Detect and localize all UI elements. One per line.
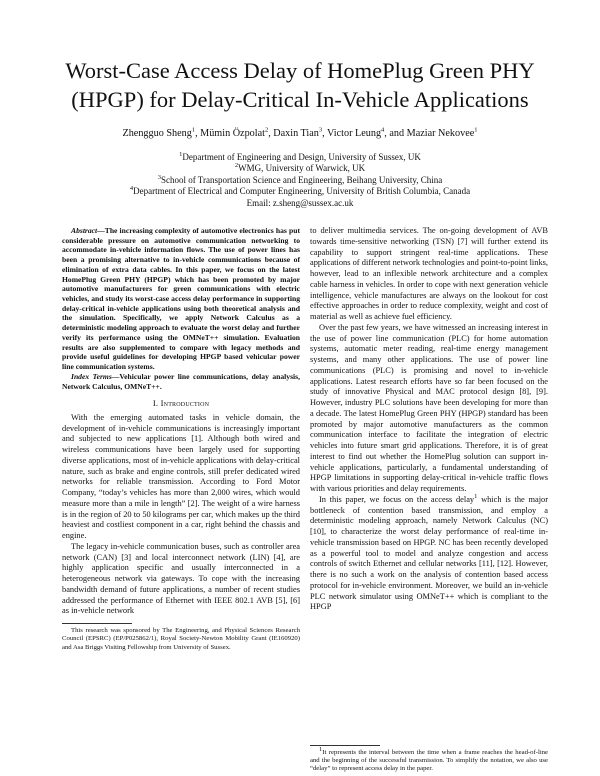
author-2: Mümin Özpolat$^2$ (200, 126, 269, 139)
affiliation-3: $^3$School of Transportation Science and Engineering, Beihang University, China (157, 173, 443, 185)
intro-paragraph-1: With the emerging automated tasks in vehicle domain, the development of in-vehicle communications is increasingly important and subjected to new applications [1]. Although both wired and wireless communications have been largely used for supporting diverse applications, most of in-vehicle applications with delay-critical nature, such as brake and engine controls, still prefer dedicated wired networks for reliable transmission. According to Ford Motor Company, “today’s vehicles has more than 2,000 wires, which would measure more than a mile in length” [2]. The weight of a wire harness is in the region of 20 to 50 kilograms per car, which makes up the third heaviest and costliest component in a car, right behind the chassis and engine. (62, 412, 300, 541)
access-delay-footnote: $^1$It represents the interval between the time when a frame reaches the head-of-line and the beginning of the successful transmission. To simplify the notation, we also use “delay” to represent access delay in the paper. (310, 745, 548, 773)
index-terms-label: Index Terms (71, 371, 112, 381)
funding-footnote: This research was sponsored by The Engineering, and Physical Sciences Research Council (EPSRC) (EP/P025862/1), Royal Society-Newton Mobility Grant (IE160920) and Asa Briggs Visiting Fellowship from University of Sussex. (62, 627, 300, 651)
intro-paragraph-5: In this paper, we focus on the access delay$^1$ which is the major bottleneck of contention based transmission, and employ a deterministic modeling approach, namely Network Calculus (NC) [10], to characterize the worst delay performance of real-time in-vehicle transmission based on HPGP. NC has been recently developed as a powerful tool to model and analyze congestion and access controls of switch Ethernet and cellular networks [11], [12]. However, there is no such a work on the analysis of contention based access protocol for in-vehicle environment. Moreover, we build an in-vehicle PLC network simulator using OMNeT++ which is compliant to the HPGP (310, 492, 548, 612)
author-3: Daxin Tian$^3$ (273, 126, 323, 139)
author-1: Zhengguo Sheng$^1$ (122, 126, 196, 139)
footnote-ref: 1 (474, 492, 478, 500)
intro-paragraph-4: Over the past few years, we have witnessed an increasing interest in the use of power line communication (PLC) for home automation systems, automatic meter reading, real-time energy management systems, and many other applications. The use of power line communications (PLC) is promising and novel to in-vehicle applications. Latest research efforts have so far been focused on the study of innovative Physical and MAC protocol design [8], [9]. However, industry PLC solutions have been developing for more than a decade. The latest HomePlug Green PHY (HPGP) standard has been promoted by major automotive manufacturers as the common communication interface to facilitate the integration of electric vehicles into future smart grid applications. Therefore, it is of great interest to find out whether the HomePlug solution can support in-vehicle applications, particularly, a fundamental understanding of HPGP limitations in supporting delay-critical in-vehicle traffic flows with various priorities and delay requirements. (310, 322, 548, 493)
author-list: Zhengguo Sheng$^1$, Mümin Özpolat$^2$, Daxin Tian$^3$, Victor Leung$^4$, and Maziar Nekovee$^1$ (122, 126, 478, 139)
affiliation-list (30, 152, 570, 209)
author-5: Maziar Nekovee$^1$ (406, 126, 478, 139)
left-column (62, 226, 300, 652)
affiliation-1: $^1$Department of Engineering and Design, University of Sussex, UK (179, 151, 421, 162)
contact-email: Email: z.sheng@sussex.ac.uk (246, 197, 354, 208)
affiliation-2: $^2$WMG, University of Warwick, UK (234, 162, 366, 174)
section-heading-introduction: I. Introduction (152, 398, 210, 409)
intro-paragraph-2: The legacy in-vehicle communication buses, such as controller area network (CAN) [3] and local interconnect network (LIN) [4], are highly application specific and usually interconnected in a heterogeneous network via gateways. To cope with the increasing bandwidth demand of future applications, a number of recent studies addressed the performance of Ethernet with IEEE 802.1 AVB [5], [6] as in-vehicle network (62, 541, 300, 616)
intro-paragraph-3: to deliver multimedia services. The on-going development of AVB towards time-sensitive networking (TSN) [7] will further extend its capability to support stringent real-time applications. These applications of different network technologies and point-to-point links, however, lead to an inflexible network architecture and a complex cable harness in vehicles. In order to cope with next generation vehicle intelligence, vehicle manufactures are always on the lookout for cost effective approaches in order to reduce complexity, weight and cost of material as well as achieve fuel efficiency. (310, 226, 548, 321)
index-terms: Index Terms—Vehicular power line communications, delay analysis, Network Calculus, OMNeT++. (62, 371, 301, 391)
affiliation-4: $^4$Department of Electrical and Computer Engineering, University of British Columbia, Canada (129, 185, 471, 197)
abstract-label: Abstract (71, 226, 98, 235)
author-4: Victor Leung$^4$ (327, 126, 385, 139)
footnote-divider (62, 623, 132, 624)
right-footnote-block (310, 739, 548, 774)
abstract: Abstract—The increasing complexity of automotive electronics has put considerable pressure on automotive communication networking to accommodate in-vehicle information flows. The use of power lines has been a promising alternative to in-vehicle communications because of elimination of extra data cables. In this paper, we focus on the latest HomePlug Green PHY (HPGP) which has been promoted by major automotive manufacturers for green communications with electric vehicles, and study its worst-case access delay performance in supporting delay-critical in-vehicle applications using both theoretical analysis and the simulation. Specifically, we apply Network Calculus as a deterministic modeling approach to evaluate the worst delay and further verify its performance using the OMNeT++ simulation. Evaluation results are also supplemented to compare with legacy methods and provide useful guidelines for developing HPGP based vehicular power line communication systems. (62, 226, 300, 372)
right-column (310, 226, 548, 613)
paper-title: Worst-Case Access Delay of HomePlug Green PHY (HPGP) for Delay-Critical In-Vehicle Applications (65, 58, 535, 112)
